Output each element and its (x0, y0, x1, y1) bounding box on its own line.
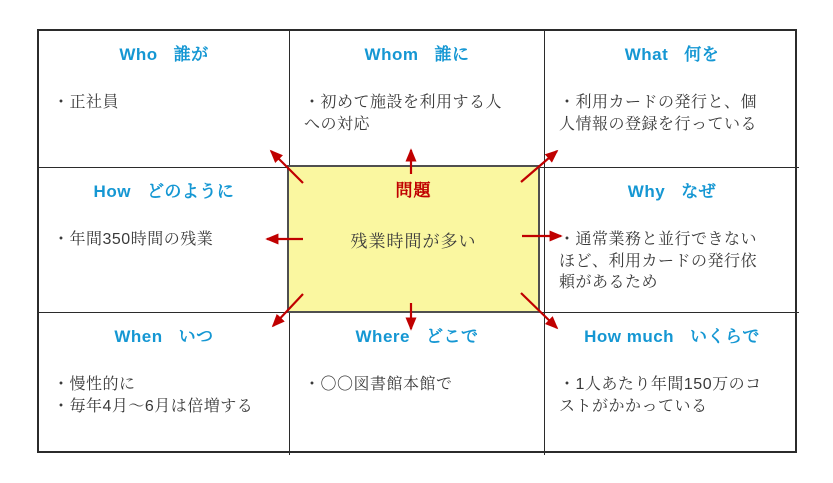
cell-whom-title (304, 40, 530, 65)
cell-where (290, 313, 545, 455)
cell-how-much-title-ja: いくらで (690, 327, 760, 346)
cell-what-body (559, 92, 763, 135)
cell-what-title (559, 40, 785, 65)
cell-how-title-ja: どのように (146, 182, 235, 201)
cell-why (545, 168, 799, 313)
problem-box (287, 165, 540, 313)
cell-why-body (559, 229, 763, 294)
cell-who-item: ・正社員 (53, 94, 120, 111)
cell-why-title-en: Why (627, 182, 666, 201)
cell-when-body (53, 374, 257, 417)
cell-when-title (53, 322, 275, 347)
cell-how-much (545, 313, 799, 455)
cell-why-title (559, 177, 785, 202)
cell-when-item-1: ・慢性的に (53, 376, 136, 393)
cell-when-item-2: ・毎年4月〜6月は倍増する (53, 397, 254, 415)
cell-what-item: ・利用カードの発行と、個人情報の登録を行っている (559, 94, 758, 133)
cell-when-title-en: When (114, 327, 163, 346)
cell-why-item: ・通常業務と並行できないほど、利用カードの発行依頼があるため (559, 231, 758, 292)
problem-box-body: 残業時間が多い (350, 232, 477, 251)
cell-how-body (53, 229, 257, 251)
cell-how-much-title-en: How much (584, 327, 675, 346)
cell-whom-body (304, 92, 508, 135)
cell-when-title-ja: いつ (178, 327, 214, 346)
cell-how-item: ・年間350時間の残業 (53, 231, 214, 248)
cell-whom (290, 31, 545, 168)
cell-where-item: ・〇〇図書館本館で (304, 376, 453, 393)
cell-where-title-ja: どこで (425, 327, 479, 346)
cell-where-body (304, 374, 508, 396)
cell-who-title-en: Who (119, 45, 158, 64)
cell-what-title-ja: 何を (684, 45, 720, 64)
cell-how (39, 168, 290, 313)
cell-how-much-item: ・1人あたり年間150万のコストがかかっている (559, 376, 762, 415)
cell-why-title-ja: なぜ (681, 182, 717, 201)
cell-who-title (53, 40, 275, 65)
problem-box-title: 問題 (395, 181, 432, 200)
cell-how-much-body (559, 374, 763, 417)
cell-who (39, 31, 290, 168)
cell-how-title (53, 177, 275, 202)
cell-who-body (53, 92, 257, 114)
cell-whom-title-ja: 誰に (434, 45, 470, 64)
cell-when (39, 313, 290, 455)
cell-whom-title-en: Whom (364, 45, 419, 64)
cell-where-title-en: Where (355, 327, 410, 346)
cell-what-title-en: What (624, 45, 669, 64)
cell-where-title (304, 322, 530, 347)
cell-how-title-en: How (93, 182, 131, 201)
cell-whom-item: ・初めて施設を利用する人への対応 (304, 94, 503, 133)
cell-what (545, 31, 799, 168)
cell-who-title-ja: 誰が (173, 45, 209, 64)
cell-how-much-title (559, 322, 785, 347)
